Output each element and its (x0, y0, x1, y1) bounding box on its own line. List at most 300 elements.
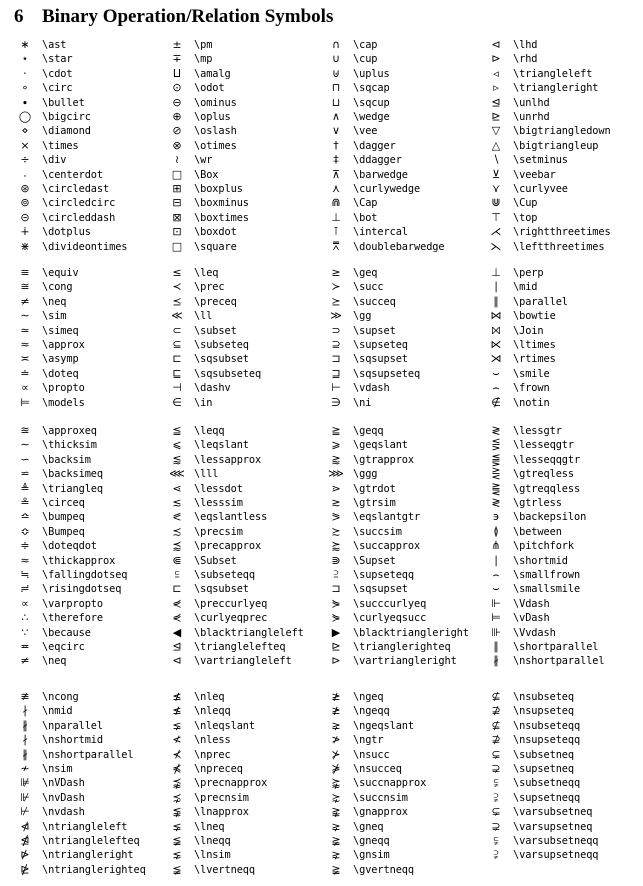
symbol-entry (325, 834, 483, 848)
symbol-glyph: ≧ (331, 424, 341, 437)
symbol-entry (325, 654, 483, 668)
symbol-command: \smile (513, 367, 550, 380)
symbol-command: \ncong (42, 691, 79, 703)
symbol-command: \Cup (513, 197, 538, 210)
symbol-command: \supsetneq (513, 763, 574, 775)
symbol-command: \boxminus (194, 197, 249, 210)
symbol-entry (325, 611, 483, 625)
symbol-command: \Bumpeq (42, 525, 85, 538)
symbol-command: \varpropto (42, 597, 103, 610)
symbol-entry (485, 733, 643, 747)
symbol-entry (485, 424, 643, 438)
symbol-glyph: ⊎ (331, 66, 341, 80)
symbol-glyph: ⊈ (491, 718, 501, 732)
symbol-glyph: ∣ (493, 553, 499, 567)
symbol-entry (485, 805, 643, 819)
symbol-command: \setminus (513, 154, 568, 167)
symbol-command: \nvdash (42, 806, 85, 819)
symbol-glyph: ≅ (20, 280, 30, 294)
symbol-command: \succeq (353, 295, 396, 308)
symbol-command: \bumpeq (42, 511, 85, 524)
symbol-command: \bigtriangledown (513, 125, 611, 138)
symbol-command: \centerdot (42, 168, 103, 181)
symbol-entry (166, 640, 324, 654)
symbol-entry (14, 196, 172, 210)
symbol-command: \lessdot (194, 482, 243, 495)
symbol-glyph: ≿ (331, 524, 341, 538)
symbol-entry (485, 295, 643, 309)
symbol-entry (166, 568, 324, 582)
symbol-command: \pitchfork (513, 540, 574, 553)
symbol-entry (14, 381, 172, 395)
symbol-glyph: ⋧ (331, 848, 341, 862)
symbol-command: \lneqq (194, 835, 231, 847)
symbol-glyph: ⊯ (20, 776, 30, 790)
symbol-command: \ltimes (513, 339, 556, 351)
symbol-glyph: ≇ (20, 690, 30, 703)
symbol-glyph: ⊏ (172, 582, 182, 596)
symbol-glyph: ∘ (21, 81, 29, 95)
symbol-entry (485, 324, 643, 338)
symbol-glyph: ≲ (172, 496, 182, 509)
symbol-entry (325, 338, 483, 352)
symbol-glyph: ≒ (20, 568, 30, 581)
symbol-command: \nleqslant (194, 719, 255, 732)
symbol-glyph: ⋐ (172, 553, 182, 567)
symbol-entry (166, 52, 324, 66)
symbol-glyph: ⋔ (491, 539, 501, 553)
symbol-command: \succ (353, 281, 384, 294)
symbol-command: \nVDash (42, 777, 85, 790)
symbol-glyph: ∖ (492, 153, 500, 167)
symbol-entry (485, 611, 643, 625)
symbol-glyph: ⫌ (493, 790, 499, 804)
section-number: 6 (14, 6, 24, 27)
symbol-command: \precapprox (194, 540, 262, 553)
symbol-entry (14, 280, 172, 294)
symbol-command: \doteqdot (42, 540, 97, 553)
symbol-glyph: ≑ (20, 539, 30, 553)
symbol-entry (325, 280, 483, 294)
symbol-command: \nshortparallel (42, 748, 134, 761)
symbol-glyph: ⪯ (172, 294, 182, 308)
symbol-entry (14, 863, 172, 877)
symbol-entry (14, 309, 172, 323)
symbol-command: \otimes (194, 139, 237, 152)
symbol-entry (14, 820, 172, 834)
symbol-entry (14, 211, 172, 225)
symbol-entry (14, 539, 172, 553)
symbol-command: \Vvdash (513, 626, 556, 639)
symbol-entry (166, 38, 324, 52)
symbol-glyph: ⋎ (491, 182, 501, 195)
symbol-entry (14, 654, 172, 668)
symbol-entry (325, 597, 483, 611)
symbol-entry (166, 266, 324, 280)
symbol-entry (14, 704, 172, 718)
symbol-glyph: ϶ (492, 510, 500, 524)
symbol-command: \smallfrown (513, 569, 581, 581)
symbol-command: \boxdot (194, 226, 237, 239)
symbol-command: \leqq (194, 425, 225, 437)
symbol-entry (14, 776, 172, 790)
symbol-command: \amalg (194, 67, 231, 80)
symbol-command: \curlyvee (513, 183, 568, 195)
symbol-command: \geq (353, 267, 378, 279)
symbol-glyph: ∪ (331, 52, 341, 66)
symbol-command: \varsupsetneq (513, 820, 593, 833)
symbol-command: \Box (194, 168, 219, 181)
symbol-command: \supseteqq (353, 569, 414, 581)
symbol-glyph: ⋇ (20, 239, 30, 253)
symbol-entry (325, 510, 483, 524)
symbol-entry (166, 211, 324, 225)
symbol-command: \sqcup (353, 96, 390, 109)
symbol-command: \neq (42, 655, 67, 668)
symbol-command: \precnapprox (194, 777, 268, 790)
symbol-glyph: ⪅ (172, 452, 182, 466)
symbol-glyph: ⪷ (172, 539, 182, 553)
symbol-entry (14, 554, 172, 568)
symbol-command: \nshortparallel (513, 655, 605, 668)
symbol-glyph: ▶ (331, 625, 341, 639)
symbol-entry (485, 139, 643, 153)
symbol-command: \thickapprox (42, 554, 116, 567)
symbol-entry (14, 424, 172, 438)
symbol-command: \subsetneqq (513, 777, 581, 790)
symbol-glyph: ⊣ (172, 381, 182, 395)
symbol-entry (14, 482, 172, 496)
symbol-glyph: ≡ (20, 266, 30, 279)
symbol-entry (485, 153, 643, 167)
symbol-command: \lnapprox (194, 806, 249, 819)
symbol-glyph: ≠ (20, 654, 30, 668)
symbol-glyph: ∥ (493, 294, 499, 308)
symbol-command: \gvertneqq (353, 863, 414, 876)
symbol-glyph: ≷ (491, 424, 501, 437)
symbol-command: \nprec (194, 748, 231, 761)
symbol-glyph: ⋞ (172, 596, 182, 610)
symbol-glyph: ◯ (18, 110, 32, 123)
symbol-command: \succnsim (353, 791, 408, 804)
symbol-glyph: ⊟ (172, 196, 182, 210)
symbol-command: \ggg (353, 468, 378, 481)
symbol-glyph: ≃ (20, 323, 30, 337)
symbol-entry (166, 539, 324, 553)
symbol-entry (14, 240, 172, 254)
symbol-command: \doteq (42, 367, 79, 380)
symbol-entry (14, 124, 172, 138)
symbol-command: \sqsupseteq (353, 367, 421, 380)
symbol-glyph: ⊩ (491, 596, 501, 610)
symbol-command: \leq (194, 267, 219, 279)
symbol-glyph: ⋩ (331, 790, 341, 804)
symbol-glyph: ∗ (20, 38, 30, 51)
symbol-command: \Vdash (513, 597, 550, 610)
symbol-entry (166, 748, 324, 762)
symbol-command: \triangleleft (513, 67, 593, 80)
symbol-entry (325, 153, 483, 167)
symbol-glyph: ∤ (22, 704, 28, 718)
symbol-glyph: ≜ (20, 481, 30, 495)
symbol-command: \unrhd (513, 111, 550, 123)
symbol-command: \pm (194, 39, 213, 51)
symbol-command: \prec (194, 281, 225, 294)
symbol-entry (485, 266, 643, 280)
symbol-command: \gtreqless (513, 468, 574, 481)
symbol-command: \circ (42, 82, 73, 95)
symbol-glyph: ≷ (491, 496, 501, 509)
symbol-entry (485, 597, 643, 611)
symbol-command: \varsubsetneq (513, 806, 593, 819)
symbol-entry (325, 225, 483, 239)
symbol-glyph: ⊡ (172, 225, 182, 239)
symbol-command: \nsubseteq (513, 691, 574, 703)
symbol-command: \veebar (513, 168, 556, 181)
symbol-glyph: ⪸ (331, 539, 341, 553)
symbol-entry (166, 424, 324, 438)
symbol-glyph: ⨝ (491, 323, 501, 337)
symbol-glyph: ⋖ (172, 481, 182, 495)
symbol-command: \times (42, 139, 79, 152)
symbol-command: \rightthreetimes (513, 226, 611, 239)
symbol-glyph: ⪊ (331, 805, 341, 819)
symbol-command: \rhd (513, 53, 538, 66)
symbol-glyph: ⋓ (491, 196, 501, 210)
symbol-entry (485, 525, 643, 539)
symbol-command: \lll (194, 468, 219, 481)
symbol-entry (485, 381, 643, 395)
symbol-entry (14, 640, 172, 654)
symbol-command: \cdot (42, 67, 73, 80)
symbol-glyph: ⊂ (172, 323, 182, 337)
symbol-command: \nvDash (42, 791, 85, 804)
symbol-glyph: ⊓ (331, 81, 341, 95)
symbol-glyph: ⊊ (491, 805, 501, 819)
symbol-glyph: ⊑ (172, 366, 182, 380)
symbol-entry (14, 748, 172, 762)
symbol-command: \neq (42, 295, 67, 308)
symbol-glyph: ⪇ (172, 718, 182, 732)
symbol-glyph: ⋨ (172, 790, 182, 804)
symbol-glyph: ∩ (331, 38, 341, 51)
symbol-entry (325, 791, 483, 805)
symbol-entry (485, 38, 643, 52)
symbol-command: \notin (513, 396, 550, 409)
symbol-entry (325, 640, 483, 654)
symbol-command: \nsim (42, 763, 73, 775)
symbol-command: \geqslant (353, 439, 408, 452)
symbol-command: \cup (353, 53, 378, 66)
symbol-entry (325, 626, 483, 640)
symbol-command: \star (42, 53, 73, 66)
symbol-command: \varsubsetneqq (513, 835, 599, 847)
symbol-command: \parallel (513, 295, 568, 308)
symbol-command: \precsim (194, 525, 243, 538)
symbol-command: \ngtr (353, 734, 384, 747)
symbol-glyph: ⊁ (331, 747, 341, 761)
symbol-glyph: ⋊ (490, 352, 502, 366)
symbol-command: \precnsim (194, 791, 249, 804)
symbol-command: \ngeq (353, 691, 384, 703)
symbol-command: \approx (42, 339, 85, 351)
symbol-glyph: ⊒ (331, 366, 341, 380)
symbol-command: \bigcirc (42, 111, 91, 123)
symbol-glyph: ∽ (20, 452, 30, 466)
symbol-entry (325, 196, 483, 210)
symbol-command: \sqsubset (194, 583, 249, 596)
symbol-entry (485, 196, 643, 210)
symbol-command: \cong (42, 281, 73, 294)
symbol-entry (325, 211, 483, 225)
symbol-command: \ngeqq (353, 705, 390, 718)
symbol-glyph: ≩ (331, 834, 341, 847)
symbol-glyph: ≬ (493, 524, 499, 538)
symbol-glyph: ∴ (21, 611, 29, 625)
symbol-glyph: ⊐ (331, 352, 341, 366)
symbol-glyph: ◃ (493, 66, 499, 80)
symbol-command: \backepsilon (513, 511, 587, 524)
symbol-command: \perp (513, 267, 544, 279)
symbol-glyph: ⊳ (491, 52, 501, 66)
symbol-glyph: ⪹ (172, 776, 182, 790)
symbol-entry (485, 453, 643, 467)
symbol-glyph: ⋫ (20, 848, 30, 862)
symbol-glyph: ∓ (172, 52, 182, 66)
symbol-entry (325, 352, 483, 366)
symbol-entry (325, 690, 483, 704)
symbol-command: \nless (194, 734, 231, 747)
symbol-command: \curlyeqprec (194, 612, 268, 625)
symbol-entry (325, 182, 483, 196)
symbol-command: \risingdotseq (42, 583, 122, 596)
symbol-entry (14, 848, 172, 862)
symbol-glyph: ⋆ (21, 52, 29, 66)
symbol-glyph: ⊝ (20, 210, 30, 224)
symbol-entry (325, 240, 483, 254)
symbol-entry (325, 110, 483, 124)
symbol-glyph: ≈ (20, 553, 30, 567)
symbol-command: \leqslant (194, 439, 249, 452)
symbol-command: \trianglelefteq (194, 641, 286, 653)
symbol-glyph: ⊀ (172, 747, 182, 761)
symbol-glyph: ≨ (172, 862, 182, 876)
symbol-entry (325, 81, 483, 95)
symbol-command: \backsim (42, 453, 91, 466)
symbol-command: \between (513, 525, 562, 538)
symbol-glyph: ⋍ (20, 467, 30, 481)
symbol-command: \oplus (194, 111, 231, 123)
symbol-entry (325, 453, 483, 467)
symbol-glyph: ⪌ (491, 481, 501, 495)
symbol-command: \square (194, 240, 237, 253)
symbol-entry (166, 597, 324, 611)
symbol-glyph: ⋈ (490, 309, 502, 323)
symbol-command: \smallsmile (513, 583, 581, 596)
symbol-command: \dagger (353, 139, 396, 152)
symbol-command: \eqslantless (194, 511, 268, 524)
symbol-glyph: ⋄ (21, 124, 29, 138)
symbol-command: \wr (194, 154, 213, 167)
symbol-glyph: ÷ (20, 153, 30, 167)
symbol-entry (166, 704, 324, 718)
symbol-glyph: ⊨ (491, 611, 501, 625)
symbol-entry (166, 582, 324, 596)
symbol-entry (485, 240, 643, 254)
symbol-entry (14, 733, 172, 747)
symbol-entry (14, 467, 172, 481)
symbol-glyph: ∦ (22, 718, 28, 732)
symbol-glyph: ⋟ (331, 611, 341, 625)
symbol-entry (325, 168, 483, 182)
symbol-entry (14, 324, 172, 338)
symbol-entry (14, 568, 172, 582)
symbol-glyph: ≤ (172, 266, 182, 279)
symbol-glyph: ⨿ (173, 66, 181, 80)
symbol-entry (166, 453, 324, 467)
symbol-entry (166, 352, 324, 366)
symbol-entry (14, 168, 172, 182)
symbol-entry (325, 467, 483, 481)
symbol-command: \frown (513, 382, 550, 395)
symbol-command: \top (513, 211, 538, 224)
symbol-command: \supseteq (353, 339, 408, 351)
symbol-command: \supsetneqq (513, 791, 581, 804)
symbol-glyph: ⋑ (331, 553, 341, 567)
symbol-glyph: ∼ (20, 438, 30, 452)
symbol-entry (485, 438, 643, 452)
symbol-entry (14, 67, 172, 81)
symbol-glyph: ▹ (493, 81, 499, 95)
symbol-glyph: ⊆ (172, 338, 182, 351)
symbol-entry (14, 52, 172, 66)
symbol-glyph: ⊵ (491, 110, 501, 123)
symbol-entry (485, 309, 643, 323)
symbol-entry (485, 654, 643, 668)
symbol-command: \asymp (42, 353, 79, 366)
symbol-entry (14, 453, 172, 467)
symbol-command: \nparallel (42, 719, 103, 732)
symbol-entry (485, 690, 643, 704)
symbol-entry (166, 225, 324, 239)
symbol-entry (485, 338, 643, 352)
symbol-command: \lessapprox (194, 453, 262, 466)
symbol-entry (485, 568, 643, 582)
symbol-command: \lnsim (194, 849, 231, 862)
symbol-command: \nsupseteqq (513, 734, 581, 747)
symbol-glyph: ⋬ (20, 834, 30, 847)
symbol-glyph: ∼ (20, 309, 30, 323)
symbol-command: \Subset (194, 554, 237, 567)
symbol-glyph: ⋏ (331, 182, 341, 195)
symbol-entry (325, 266, 483, 280)
symbol-glyph: ⊛ (20, 182, 30, 195)
symbol-command: \ngeqslant (353, 719, 414, 732)
symbol-command: \shortparallel (513, 641, 599, 653)
symbol-entry (485, 352, 643, 366)
symbol-glyph: ≰ (172, 704, 182, 718)
symbol-glyph: ⪖ (331, 510, 341, 524)
symbol-entry (485, 791, 643, 805)
symbol-entry (485, 81, 643, 95)
symbol-glyph: ⪉ (172, 805, 182, 819)
symbol-command: \circeq (42, 497, 85, 509)
symbol-glyph: ⊪ (491, 625, 501, 639)
symbol-command: \Cap (353, 197, 378, 210)
symbol-entry (14, 139, 172, 153)
symbol-glyph: ≱ (331, 690, 341, 703)
symbol-glyph: ⊢ (331, 381, 341, 395)
